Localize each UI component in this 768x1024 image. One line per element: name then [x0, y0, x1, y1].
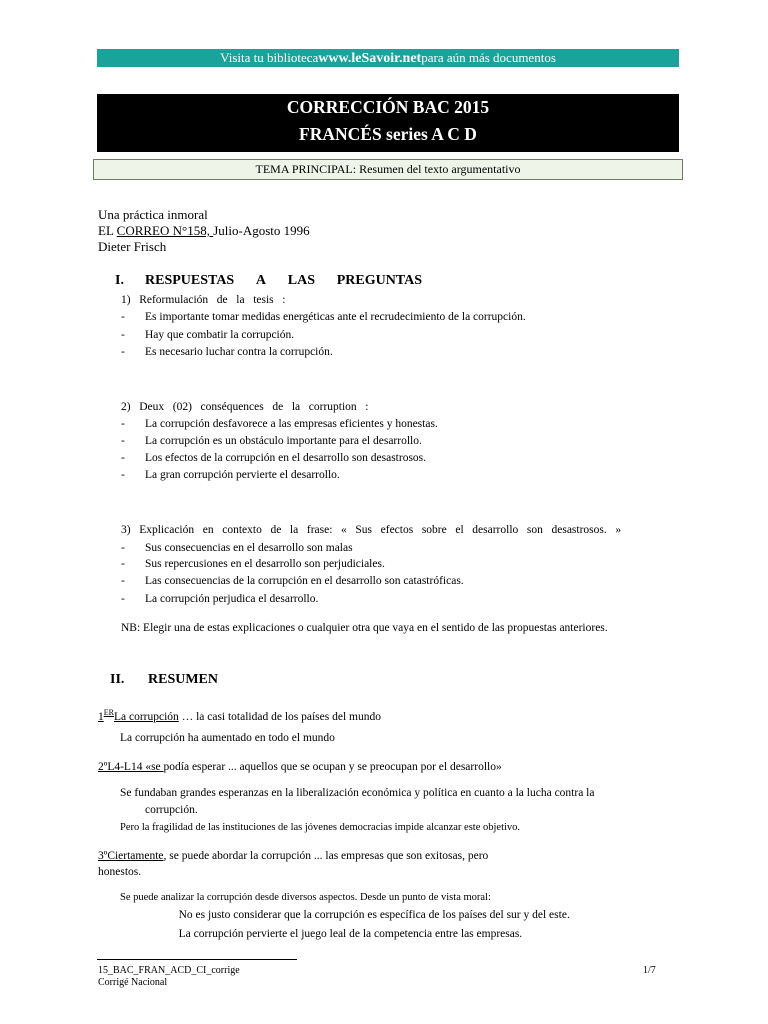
q3-item: Sus consecuencias en el desarrollo son malas [145, 542, 353, 554]
paragraph-1-point-text: La corrupción ha aumentado en todo el mundo [120, 732, 335, 744]
paragraph-2-rest: podía esperar ... aquellos que se ocupan y se preocupan por el desarrollo» [163, 761, 502, 773]
q3-note: NB: Elegir una de estas explicaciones o cualquier otra que vaya en el sentido de las propuestas anteriores. [121, 622, 608, 634]
paragraph-3-rest: , se puede abordar la corrupción ... las empresas que son exitosas, pero [163, 850, 489, 862]
banner-suffix: para aún más documentos [421, 50, 556, 65]
q2-dash: - [121, 435, 125, 447]
paragraph-3-heading [98, 849, 488, 864]
paragraph-3-point-text: Se puede analizar la corrupción desde diversos aspectos. Desde un punto de vista moral: [120, 892, 491, 903]
paragraph-3-heading-continued: honestos. [98, 866, 142, 878]
paragraph-1-rest: … la casi totalidad de los países del mundo [178, 710, 381, 723]
tema-principal-box: TEMA PRINCIPAL: Resumen del texto argumentativo [93, 159, 683, 180]
q2-dash: - [121, 418, 125, 430]
q1-item: Hay que combatir la corrupción. [145, 329, 295, 341]
source-author: Dieter Frisch [98, 239, 167, 254]
paragraph-1-number: 1 [98, 710, 104, 723]
section-1-word: LAS [287, 273, 315, 288]
q1-heading: 1) Reformulación de la tesis : [121, 294, 286, 306]
q2-heading: 2) Deux (02) conséquences de la corruption : [121, 401, 369, 413]
section-2-title: RESUMEN [148, 672, 219, 687]
q2-item: Los efectos de la corrupción en el desarrollo son desastrosos. [145, 452, 427, 464]
q1-dash: - [121, 311, 125, 323]
footer-subtitle: Corrigé Nacional [98, 977, 168, 988]
source-title: Una práctica inmoral [98, 207, 208, 222]
q3-heading: 3) Explicación en contexto de la frase: « Sus efectos sobre el desarrollo son desastrosos. » [121, 524, 622, 536]
paragraph-3-subpoint [170, 927, 522, 942]
paragraph-2-point-2 [120, 820, 520, 835]
banner-prefix: Visita tu biblioteca [220, 50, 319, 65]
section-1-heading [145, 273, 422, 289]
paragraph-2-underlined: 2ºL4-L14 «se [98, 761, 164, 773]
source-journal [98, 223, 310, 239]
footer-filename: 15_BAC_FRAN_ACD_CI_corrige [98, 965, 240, 976]
paragraph-2-point-2-text: Pero la fragilidad de las instituciones de las jóvenes democracias impide alcanzar este objetivo. [120, 822, 521, 833]
section-1-word: A [255, 273, 267, 288]
q3-item: Las consecuencias de la corrupción en el desarrollo son catastróficas. [145, 575, 464, 587]
footer-separator [97, 959, 297, 960]
paragraph-2-heading [98, 760, 502, 775]
paragraph-1-point [120, 731, 335, 746]
paragraph-3-subpoint-text: No es justo considerar que la corrupción es específica de los países del sur y del este. [178, 909, 570, 921]
section-1-number: I. [115, 273, 124, 288]
section-1-word: PREGUNTAS [336, 273, 422, 288]
banner-site-link[interactable]: www.leSavoir.net [318, 51, 422, 66]
q3-item: Sus repercusiones en el desarrollo son perjudiciales. [145, 558, 385, 570]
title-line-1: CORRECCIÓN BAC 2015 [286, 97, 490, 117]
section-2-number: II. [110, 672, 125, 687]
q2-item: La corrupción es un obstáculo importante para el desarrollo. [145, 435, 422, 447]
q2-dash: - [121, 452, 125, 464]
q1-item: Es necesario luchar contra la corrupción. [145, 346, 333, 358]
section-1-word: RESPUESTAS [145, 273, 235, 288]
paragraph-1-heading [98, 705, 381, 725]
paragraph-2-point-1-text: Se fundaban grandes esperanzas en la liberalización económica y política en cuanto a la lucha contra la [120, 787, 595, 799]
paragraph-3-point [120, 890, 491, 905]
journal-suffix: Julio-Agosto 1996 [213, 223, 310, 238]
q3-dash: - [121, 575, 125, 587]
q1-dash: - [121, 346, 125, 358]
journal-underlined: CORREO N°158, [116, 223, 214, 238]
paragraph-1-underlined: La corrupción [113, 710, 179, 723]
q3-dash: - [121, 593, 125, 605]
q1-dash: - [121, 329, 125, 341]
q3-item: La corrupción perjudica el desarrollo. [145, 593, 319, 605]
journal-prefix: EL [98, 223, 117, 238]
library-banner[interactable] [97, 49, 679, 67]
q2-item: La gran corrupción pervierte el desarrollo. [145, 469, 340, 481]
paragraph-3-underlined: 3ºCiertamente [98, 850, 164, 862]
q2-dash: - [121, 469, 125, 481]
paragraph-3-subpoint-text: La corrupción pervierte el juego leal de la competencia entre las empresas. [178, 928, 523, 940]
q2-item: La corrupción desfavorece a las empresas eficientes y honestas. [145, 418, 438, 430]
title-block [97, 94, 679, 152]
title-line-2: FRANCÉS series A C D [299, 124, 477, 144]
paragraph-2-point-1 [120, 786, 594, 801]
paragraph-2-point-1-continued: corrupción. [145, 804, 198, 816]
paragraph-3-subpoint [170, 908, 570, 923]
q1-item: Es importante tomar medidas energéticas ante el recrudecimiento de la corrupción. [145, 311, 526, 323]
footer-page-number: 1/7 [643, 965, 656, 976]
q3-dash: - [121, 542, 125, 554]
paragraph-1-superscript: ER [103, 708, 114, 717]
q3-dash: - [121, 558, 125, 570]
